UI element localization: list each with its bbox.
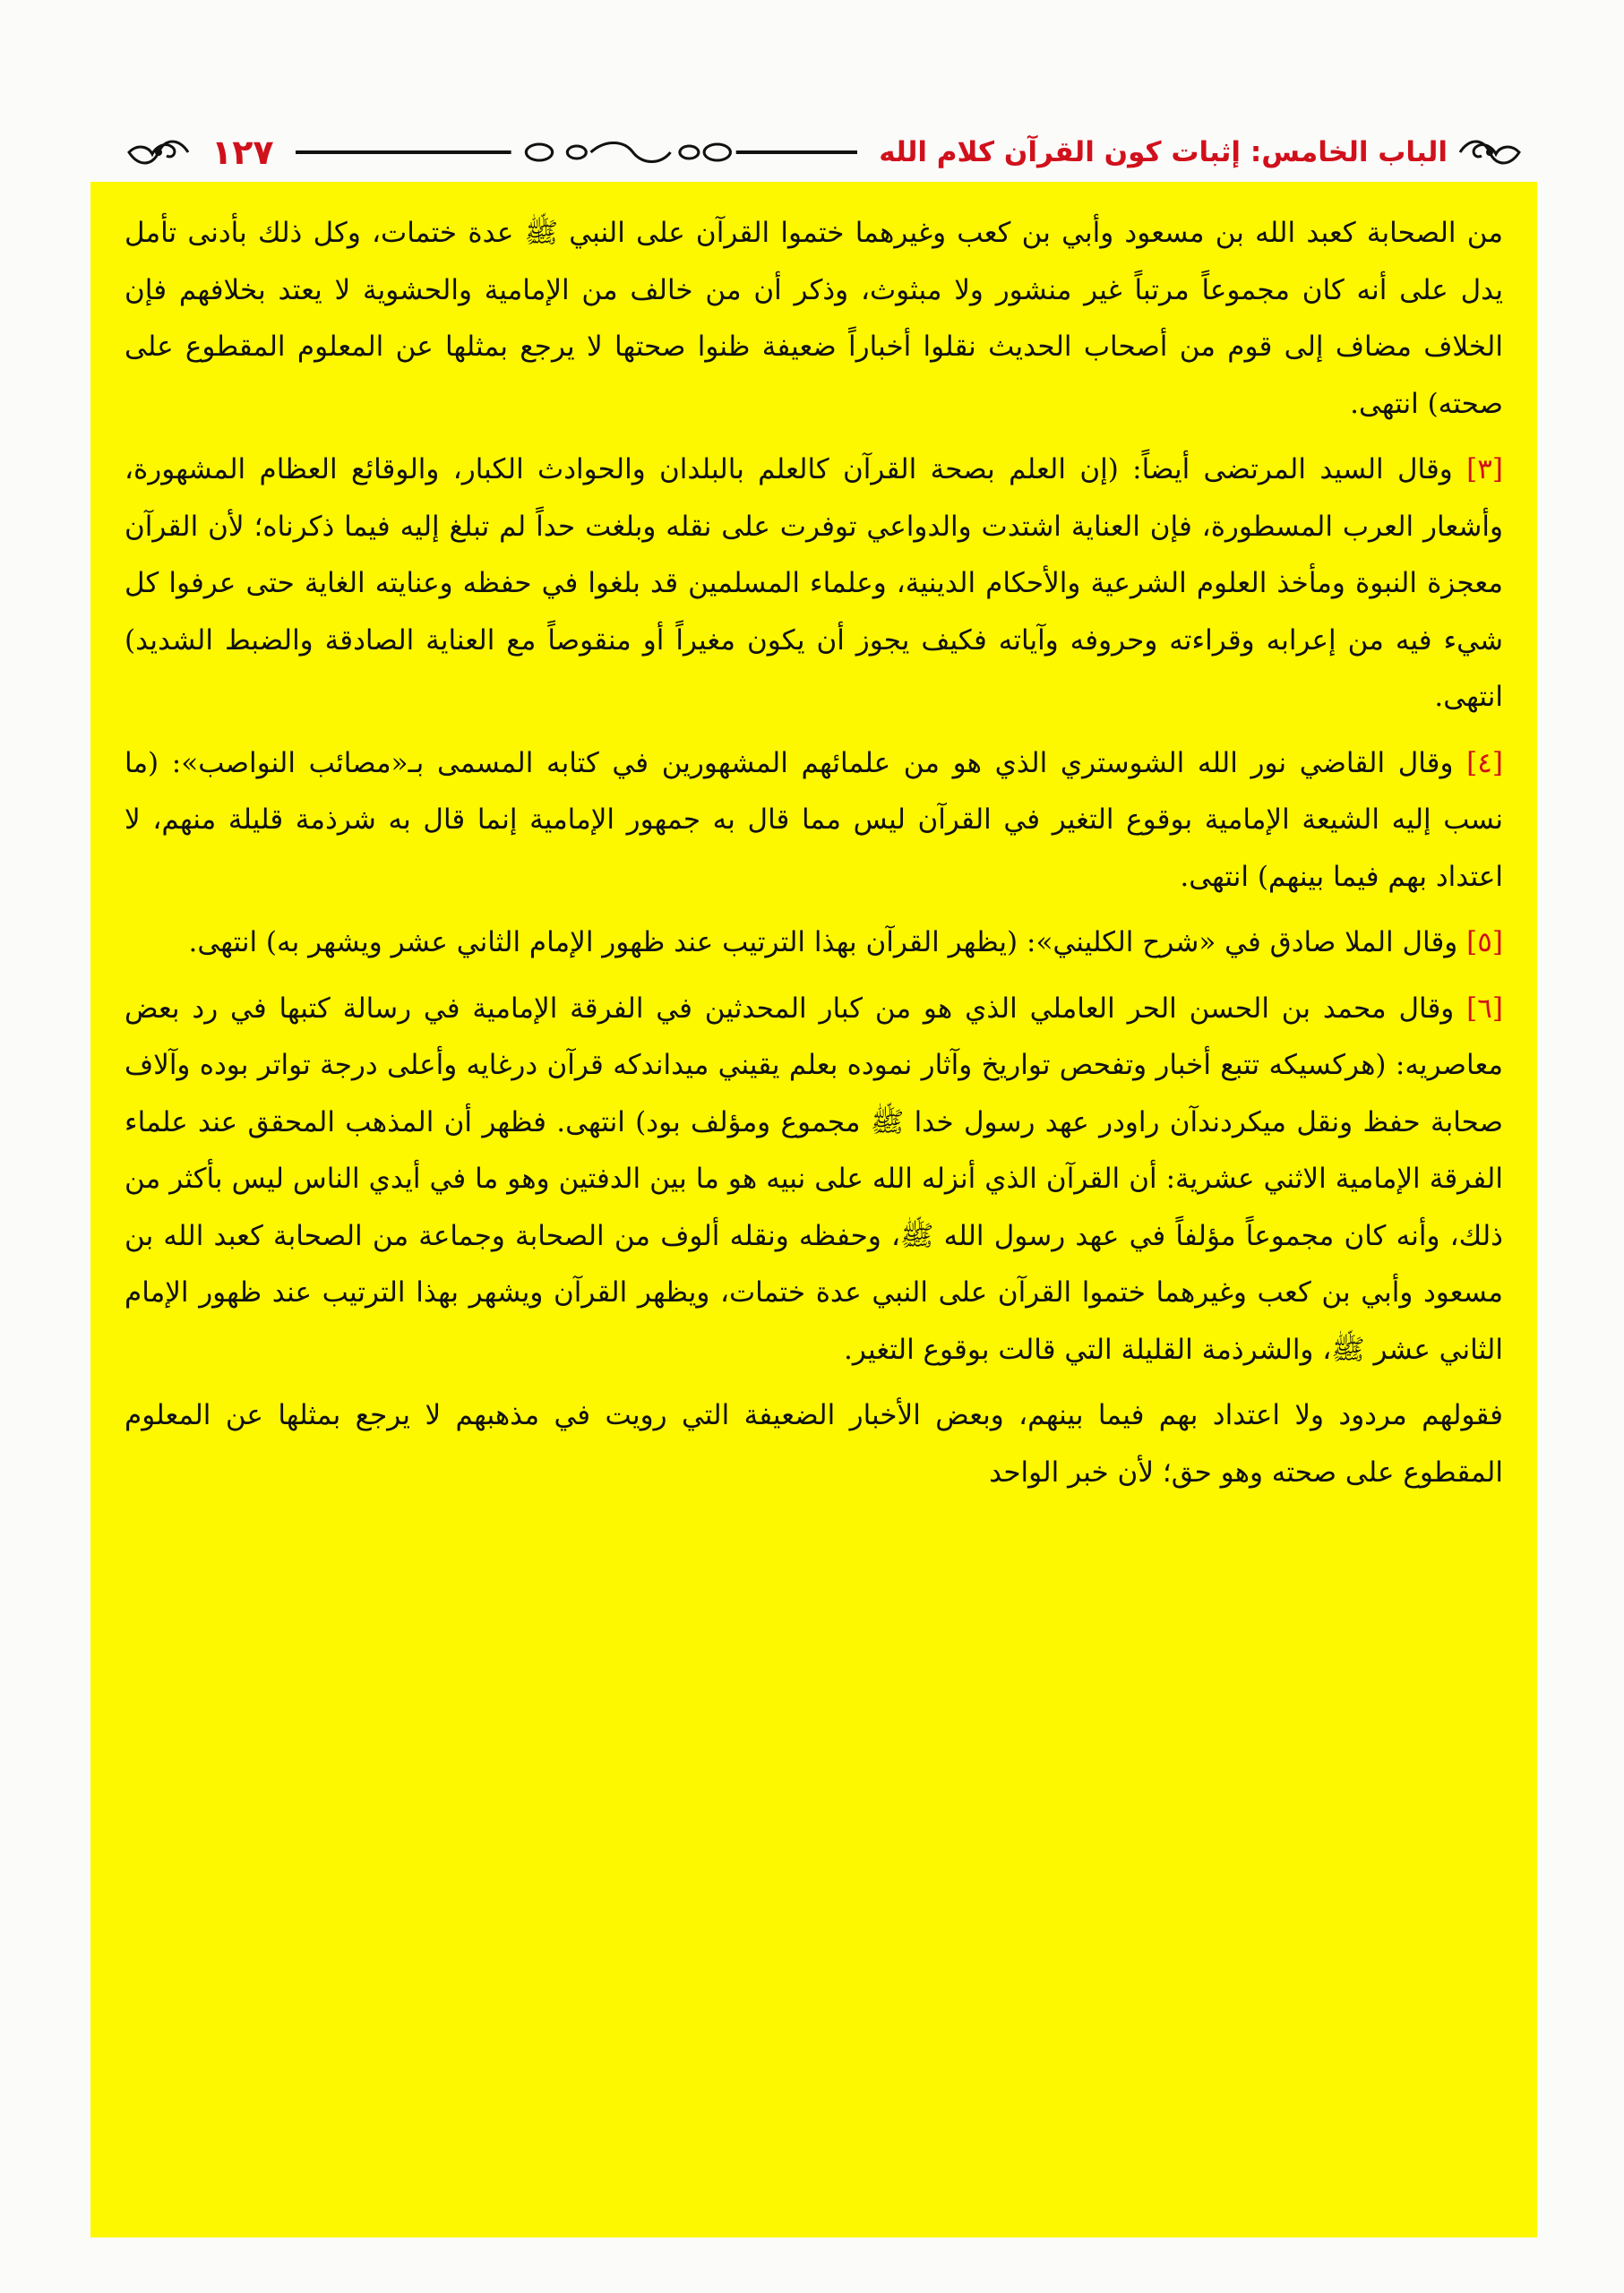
- ornament-icon: [1456, 134, 1523, 170]
- ornament-icon: [125, 134, 192, 170]
- paragraph: [125, 915, 1503, 972]
- paragraph-text: وقال القاضي نور الله الشوستري الذي هو من علمائهم المشهورين في كتابه المسمى بـ«مصائب النواصب»: (ما نسب إليه الشيعة الإمامية بوقوع التغير في القرآن ليس مما قال به جمهور الإمامية إنما قال به شرذمة قليلة منهم، لا اعتداد بهم فيما بينهم) انتهى.: [125, 746, 1503, 893]
- paragraph-number: [٤]: [1466, 746, 1503, 779]
- decorative-rule: [296, 134, 858, 170]
- chapter-title: الباب الخامس: إثبات كون القرآن كلام الله: [879, 136, 1448, 168]
- paragraph-text: وقال السيد المرتضى أيضاً: (إن العلم بصحة القرآن كالعلم بالبلدان والحوادث الكبار، والوقائع العظام المشهورة، وأشعار العرب المسطورة، فإن العناية اشتدت والدواعي توفرت على نقله وبلغت حداً لم تبلغ إليه فيما ذكرناه؛ لأن القرآن معجزة النبوة ومأخذ العلوم الشرعية والأحكام الدينية، وعلماء المسلمين قد بلغوا في حفظه وعنايته الغاية حتى عرفوا كل شيء فيه من إعرابه وقراءته وحروفه وآياته فكيف يجوز أن يكون مغيراً أو منقوصاً مع العناية الصادقة والضبط الشديد) انتهى.: [125, 453, 1503, 713]
- paragraph-number: [٥]: [1466, 926, 1503, 958]
- paragraph: [125, 205, 1503, 433]
- page-header: [125, 121, 1523, 184]
- paragraph: [125, 442, 1503, 726]
- paragraph-number: [٦]: [1466, 992, 1503, 1025]
- page-number: ١٢٧: [211, 133, 274, 172]
- highlighted-text-area: [90, 182, 1537, 2237]
- paragraph-text: فقولهم مردود ولا اعتداد بهم فيما بينهم، وبعض الأخبار الضعيفة التي رويت في مذهبهم لا يرجع بمثلها عن المعلوم المقطوع على صحته وهو حق؛ لأن خبر الواحد: [125, 1399, 1503, 1489]
- paragraph: [125, 735, 1503, 906]
- paragraph: [125, 981, 1503, 1379]
- paragraph: [125, 1387, 1503, 1501]
- paragraph-text: وقال الملا صادق في «شرح الكليني»: (يظهر القرآن بهذا الترتيب عند ظهور الإمام الثاني عشر ويشهر به) انتهى.: [188, 926, 1458, 958]
- paragraph-text: من الصحابة كعبد الله بن مسعود وأبي بن كعب وغيرهما ختموا القرآن على النبي ﷺ عدة ختمات، وكل ذلك بأدنى تأمل يدل على أنه كان مجموعاً مرتباً غير منشور ولا مبثوث، وذكر أن من خالف من الإمامية والحشوية لا يعتد بخلافهم فإن الخلاف مضاف إلى قوم من أصحاب الحديث نقلوا أخباراً ضعيفة ظنوا صحتها لا يرجع بمثلها عن المعلوم المقطوع على صحته) انتهى.: [125, 217, 1503, 420]
- paragraph-number: [٣]: [1466, 453, 1503, 485]
- paragraph-text: وقال محمد بن الحسن الحر العاملي الذي هو من كبار المحدثين في الفرقة الإمامية في رسالة كتبها في رد بعض معاصريه: (هركسيكه تتبع أخبار وتفحص تواريخ وآثار نموده بعلم يقيني ميداندكه قرآن درغايه وأعلى درجة تواتر بوده وآلاف صحابة حفظ ونقل ميكردندآن راودر عهد رسول خدا ﷺ مجموع ومؤلف بود) انتهى. فظهر أن المذهب المحقق عند علماء الفرقة الإمامية الاثني عشرية: أن القرآن الذي أنزله الله على نبيه هو ما بين الدفتين وهو ما في أيدي الناس ليس بأكثر من ذلك، وأنه كان مجموعاً مؤلفاً في عهد رسول الله ﷺ، وحفظه ونقله ألوف من الصحابة وجماعة من الصحابة كعبد الله بن مسعود وأبي بن كعب وغيرهما ختموا القرآن على النبي عدة ختمات، ويظهر القرآن ويشهر بهذا الترتيب عند ظهور الإمام الثاني عشر ﷺ، والشرذمة القليلة التي قالت بوقوع التغير.: [125, 992, 1504, 1366]
